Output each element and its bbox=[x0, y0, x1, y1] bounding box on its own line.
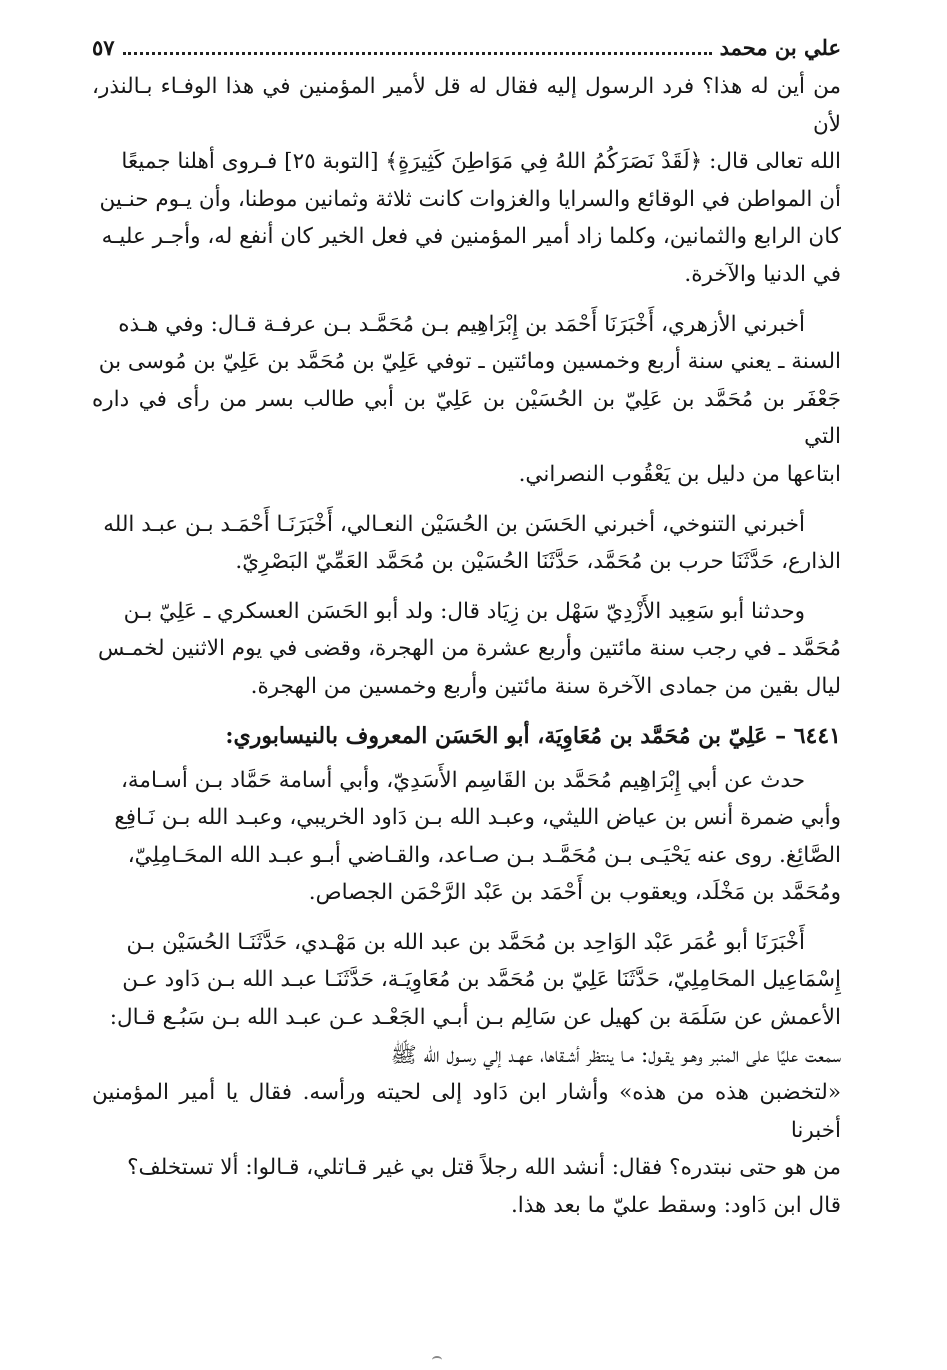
page-footer-mark bbox=[432, 1356, 442, 1364]
paragraph-gap bbox=[92, 494, 841, 506]
paragraph-group-intro bbox=[92, 68, 841, 706]
text-line: أن المواطن في الوقائع والسرايا والغزوات كانت ثلاثة وثمانين موطنا، وأن يـوم حنـين bbox=[99, 186, 841, 212]
text-line: من هو حتى نبتدره؟ فقال: أنشد الله رجلاً قتل بي غير قـاتلي، قـالوا: ألا تستخلف؟ bbox=[127, 1155, 841, 1181]
text-line: في الدنيا والآخرة. bbox=[684, 261, 841, 287]
text-line: كان الرابع والثمانين، وكلما زاد أمير المؤمنين في فعل الخير كان أنفع له، وأجـر عليـه bbox=[101, 224, 841, 250]
text-line: مُحَمَّد ـ في رجب سنة مائتين وأربع عشرة من الهجرة، وقضى في يوم الاثنين لخمـس bbox=[97, 636, 841, 662]
text-line: ليال بقين من جمادى الآخرة سنة مائتين وأربع وخمسين من الهجرة. bbox=[250, 673, 841, 699]
text-line: الذارع، حَدَّثَنَا حرب بن مُحَمَّد، حَدَّثَنَا الحُسَيْن بن مُحَمَّد العَمِّيّ البَصْرِيّ. bbox=[235, 549, 841, 575]
text-line: أخبرني التنوخي، أخبرني الحَسَن بن الحُسَيْن النعـالي، أَخْبَرَنَـا أَحْمَـد بـن عبـد الله bbox=[103, 511, 805, 537]
text-line: قال ابن دَاود: وسقط عليّ ما بعد هذا. bbox=[510, 1193, 841, 1219]
paragraph-gap bbox=[92, 581, 841, 593]
text-line: الله تعالى قال: ﴿لَقَدْ نَصَرَكُمُ اللهُ فِي مَوَاطِنَ كَثِيرَةٍ﴾ [التوبة ٢٥] فـروى أهلنا جميعًا bbox=[121, 149, 841, 175]
text-line: «لتخضبن هذه من هذه» وأشار ابن دَاود إلى لحيته ورأسه. فقال يا أمير المؤمنين أخبرنا bbox=[92, 1080, 841, 1143]
paragraph-group-entry bbox=[92, 762, 841, 1225]
text-line: جَعْفَر بن مُحَمَّد بن عَلِيّ بن الحُسَيْن بن عَلِيّ بن أبي طالب بسر من رأى في داره التي bbox=[92, 386, 841, 450]
page-header bbox=[92, 28, 841, 68]
entry-heading: ٦٤٤١ – عَلِيّ بن مُحَمَّد بن مُعَاوِيَة، أبو الحَسَن المعروف بالنيسابوري: bbox=[225, 722, 841, 749]
text-line: الصَّائِغ. روى عنه يَحْيَـى بـن مُحَمَّـد بـن صـاعد، والقـاضي أبـو عبـد الله المحَـامِلِيّ، bbox=[127, 842, 841, 868]
text-line: سمعت عليًا على المنبر وهـو يقـول: مـا ينتظر أشـقاها، عهـد إلي رسـول الله ﷺ bbox=[390, 1042, 841, 1068]
text-line: وأبي ضمرة أنس بن عياض الليثي، وعبـد الله بـن دَاود الخريبي، وعبـد الله بـن نَـافِع bbox=[114, 805, 841, 831]
text-line: الأعمش عن سَلَمَة بن كهيل عن سَالِم بـن أبـي الجَعْـد عـن عبـد الله بـن سَبُـع قـال: bbox=[109, 1005, 841, 1031]
text-line: وحدثنا أبو سَعِيد الأَزْدِيّ سَهْل بن زِيَاد قال: ولد أبو الحَسَن العسكري ـ عَلِيّ بـن bbox=[123, 598, 805, 624]
text-line: أخبرني الأزهري، أَخْبَرَنَا أَحْمَد بن إِبْرَاهِيم بـن مُحَمَّـد بـن عرفـة قـال: وفي هـذه bbox=[118, 311, 805, 337]
text-line: من أين له هذا؟ فرد الرسول إليه فقال له قل لأمير المؤمنين في هذا الوفـاء بـالنذر، لأن bbox=[92, 74, 841, 137]
text-line: السنة ـ يعني سنة أربع وخمسين ومائتين ـ توفي عَلِيّ بن مُحَمَّد بن عَلِيّ بن مُوسى بن bbox=[98, 349, 841, 375]
paragraph-gap bbox=[92, 912, 841, 924]
header-dotted-leader bbox=[123, 38, 712, 55]
page-number: ٥٧ bbox=[92, 35, 115, 60]
text-line: إِسْمَاعِيل المحَامِلِيّ، حَدَّثَنَا عَلِيّ بن مُحَمَّد بن مُعَاوِيَـة، حَدَّثَنَـا عبـد الله بـن دَاود عـن bbox=[122, 967, 841, 993]
text-line: ومُحَمَّد بن مَخْلَد، ويعقوب بن أَحْمَد بن عَبْد الرَّحْمَن الجصاص. bbox=[308, 880, 841, 906]
body-text bbox=[92, 68, 841, 1225]
paragraph-gap bbox=[92, 294, 841, 306]
text-line: أَخْبَرَنَا أبو عُمَر عَبْد الوَاحِد بن مُحَمَّد بن عبد الله بن مَهْـدي، حَدَّثَنَـا الحُسَيْن بـن bbox=[126, 929, 805, 955]
text-line: حدث عن أبي إِبْرَاهِيم مُحَمَّد بن القَاسِم الأَسَدِيّ، وأبي أسامة حَمَّاد بـن أسـامة، bbox=[120, 767, 805, 793]
text-line: ابتاعها من دليل بن يَعْقُوب النصراني. bbox=[518, 461, 841, 487]
running-title: علي بن محمد bbox=[719, 35, 841, 60]
